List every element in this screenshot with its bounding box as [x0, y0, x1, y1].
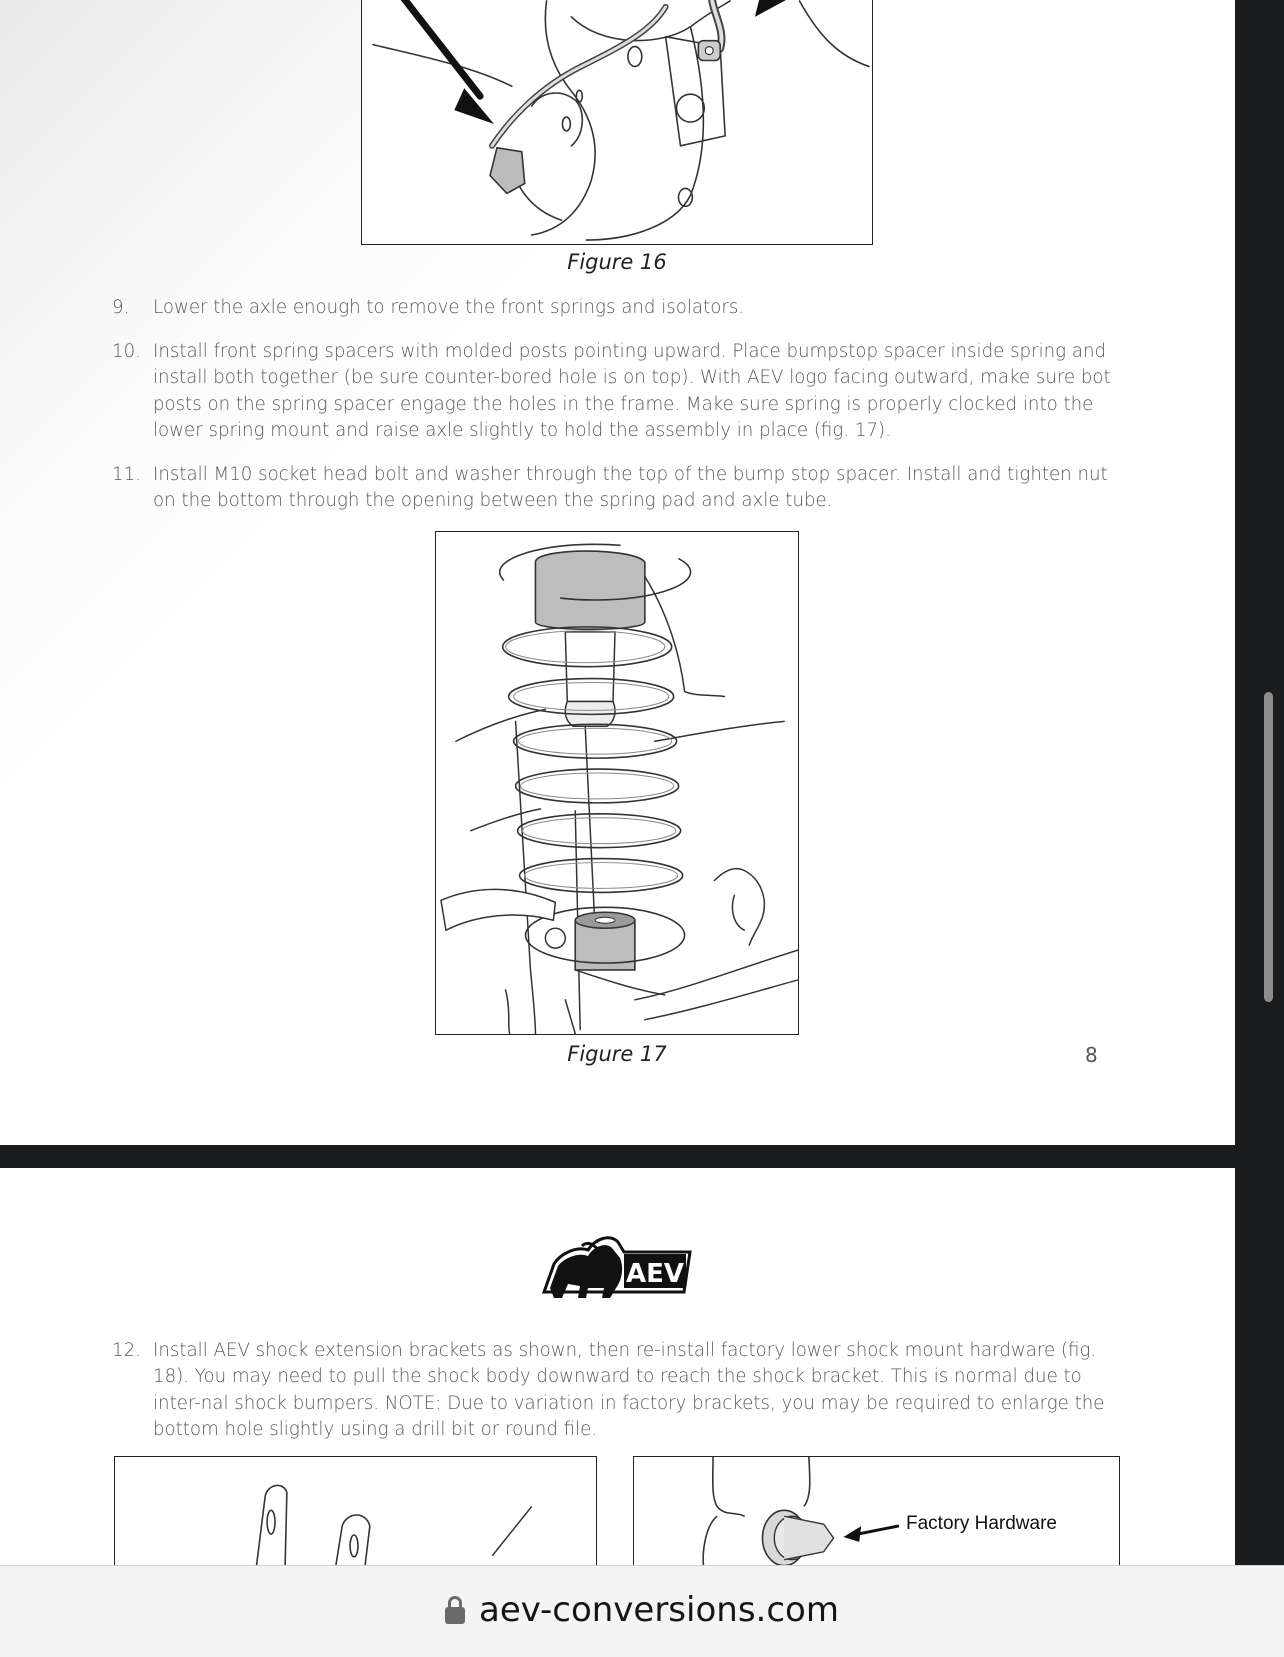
step-11-text: Install M10 socket head bolt and washer through the top of the bump stop spacer. Install and tighten nut on the bottom through the opening between the spring pad and axle tube.	[153, 464, 1108, 512]
figure-17	[435, 531, 799, 1035]
aev-logo	[540, 1228, 696, 1302]
url-text: aev-conversions.com	[479, 1590, 839, 1630]
vertical-scrollbar[interactable]	[1264, 692, 1273, 1002]
url-display[interactable]	[0, 1590, 1284, 1630]
lock-icon	[445, 1596, 465, 1624]
step-12	[112, 1338, 1122, 1444]
figure-17-illustration	[436, 532, 798, 1034]
step-9-text: Lower the axle enough to remove the front springs and isolators.	[153, 297, 745, 318]
pdf-page-9	[0, 1168, 1235, 1565]
step-12-number: 12.	[112, 1340, 141, 1361]
step-9-number: 9.	[112, 297, 130, 318]
aev-logo-text: AEV	[625, 1259, 685, 1289]
figure-16-illustration	[362, 0, 872, 244]
figure-16	[361, 0, 873, 245]
figure-17-caption: Figure 17	[567, 1042, 667, 1066]
figure-18-left	[114, 1456, 597, 1565]
figure-18-callout-factory-hardware: Factory Hardware	[906, 1513, 1057, 1534]
browser-address-bar[interactable]	[0, 1565, 1284, 1657]
step-10-number: 10.	[112, 341, 141, 362]
step-10	[112, 339, 1122, 445]
figure-18-left-illustration	[115, 1457, 596, 1565]
step-11-number: 11.	[112, 464, 141, 485]
figure-18-right	[633, 1456, 1120, 1565]
step-9	[112, 295, 1122, 321]
figure-18-right-illustration	[634, 1457, 1119, 1565]
page-number: 8	[1085, 1043, 1098, 1067]
figure-16-caption: Figure 16	[567, 250, 667, 274]
step-12-text: Install AEV shock extension brackets as shown, then re-install factory lower shock mount hardware (fig. 18). You may need to pull the shock body downward to reach the shock bracket. This is normal due to inter-nal shock bumpers. NOTE: Due to variation in factory brackets, you may be required to enlarge the bottom hole slightly using a drill bit or round file.	[153, 1340, 1105, 1441]
step-11	[112, 462, 1122, 515]
step-10-text: Install front spring spacers with molded posts pointing upward. Place bumpstop spacer inside spring and install both together (be sure counter-bored hole is on top). With AEV logo facing outward, make sure bot posts on the spring spacer engage the holes in the frame. Make sure spring is properly clocked into the lower spring mount and raise axle slightly to hold the assembly in place (fig. 17).	[153, 341, 1111, 442]
